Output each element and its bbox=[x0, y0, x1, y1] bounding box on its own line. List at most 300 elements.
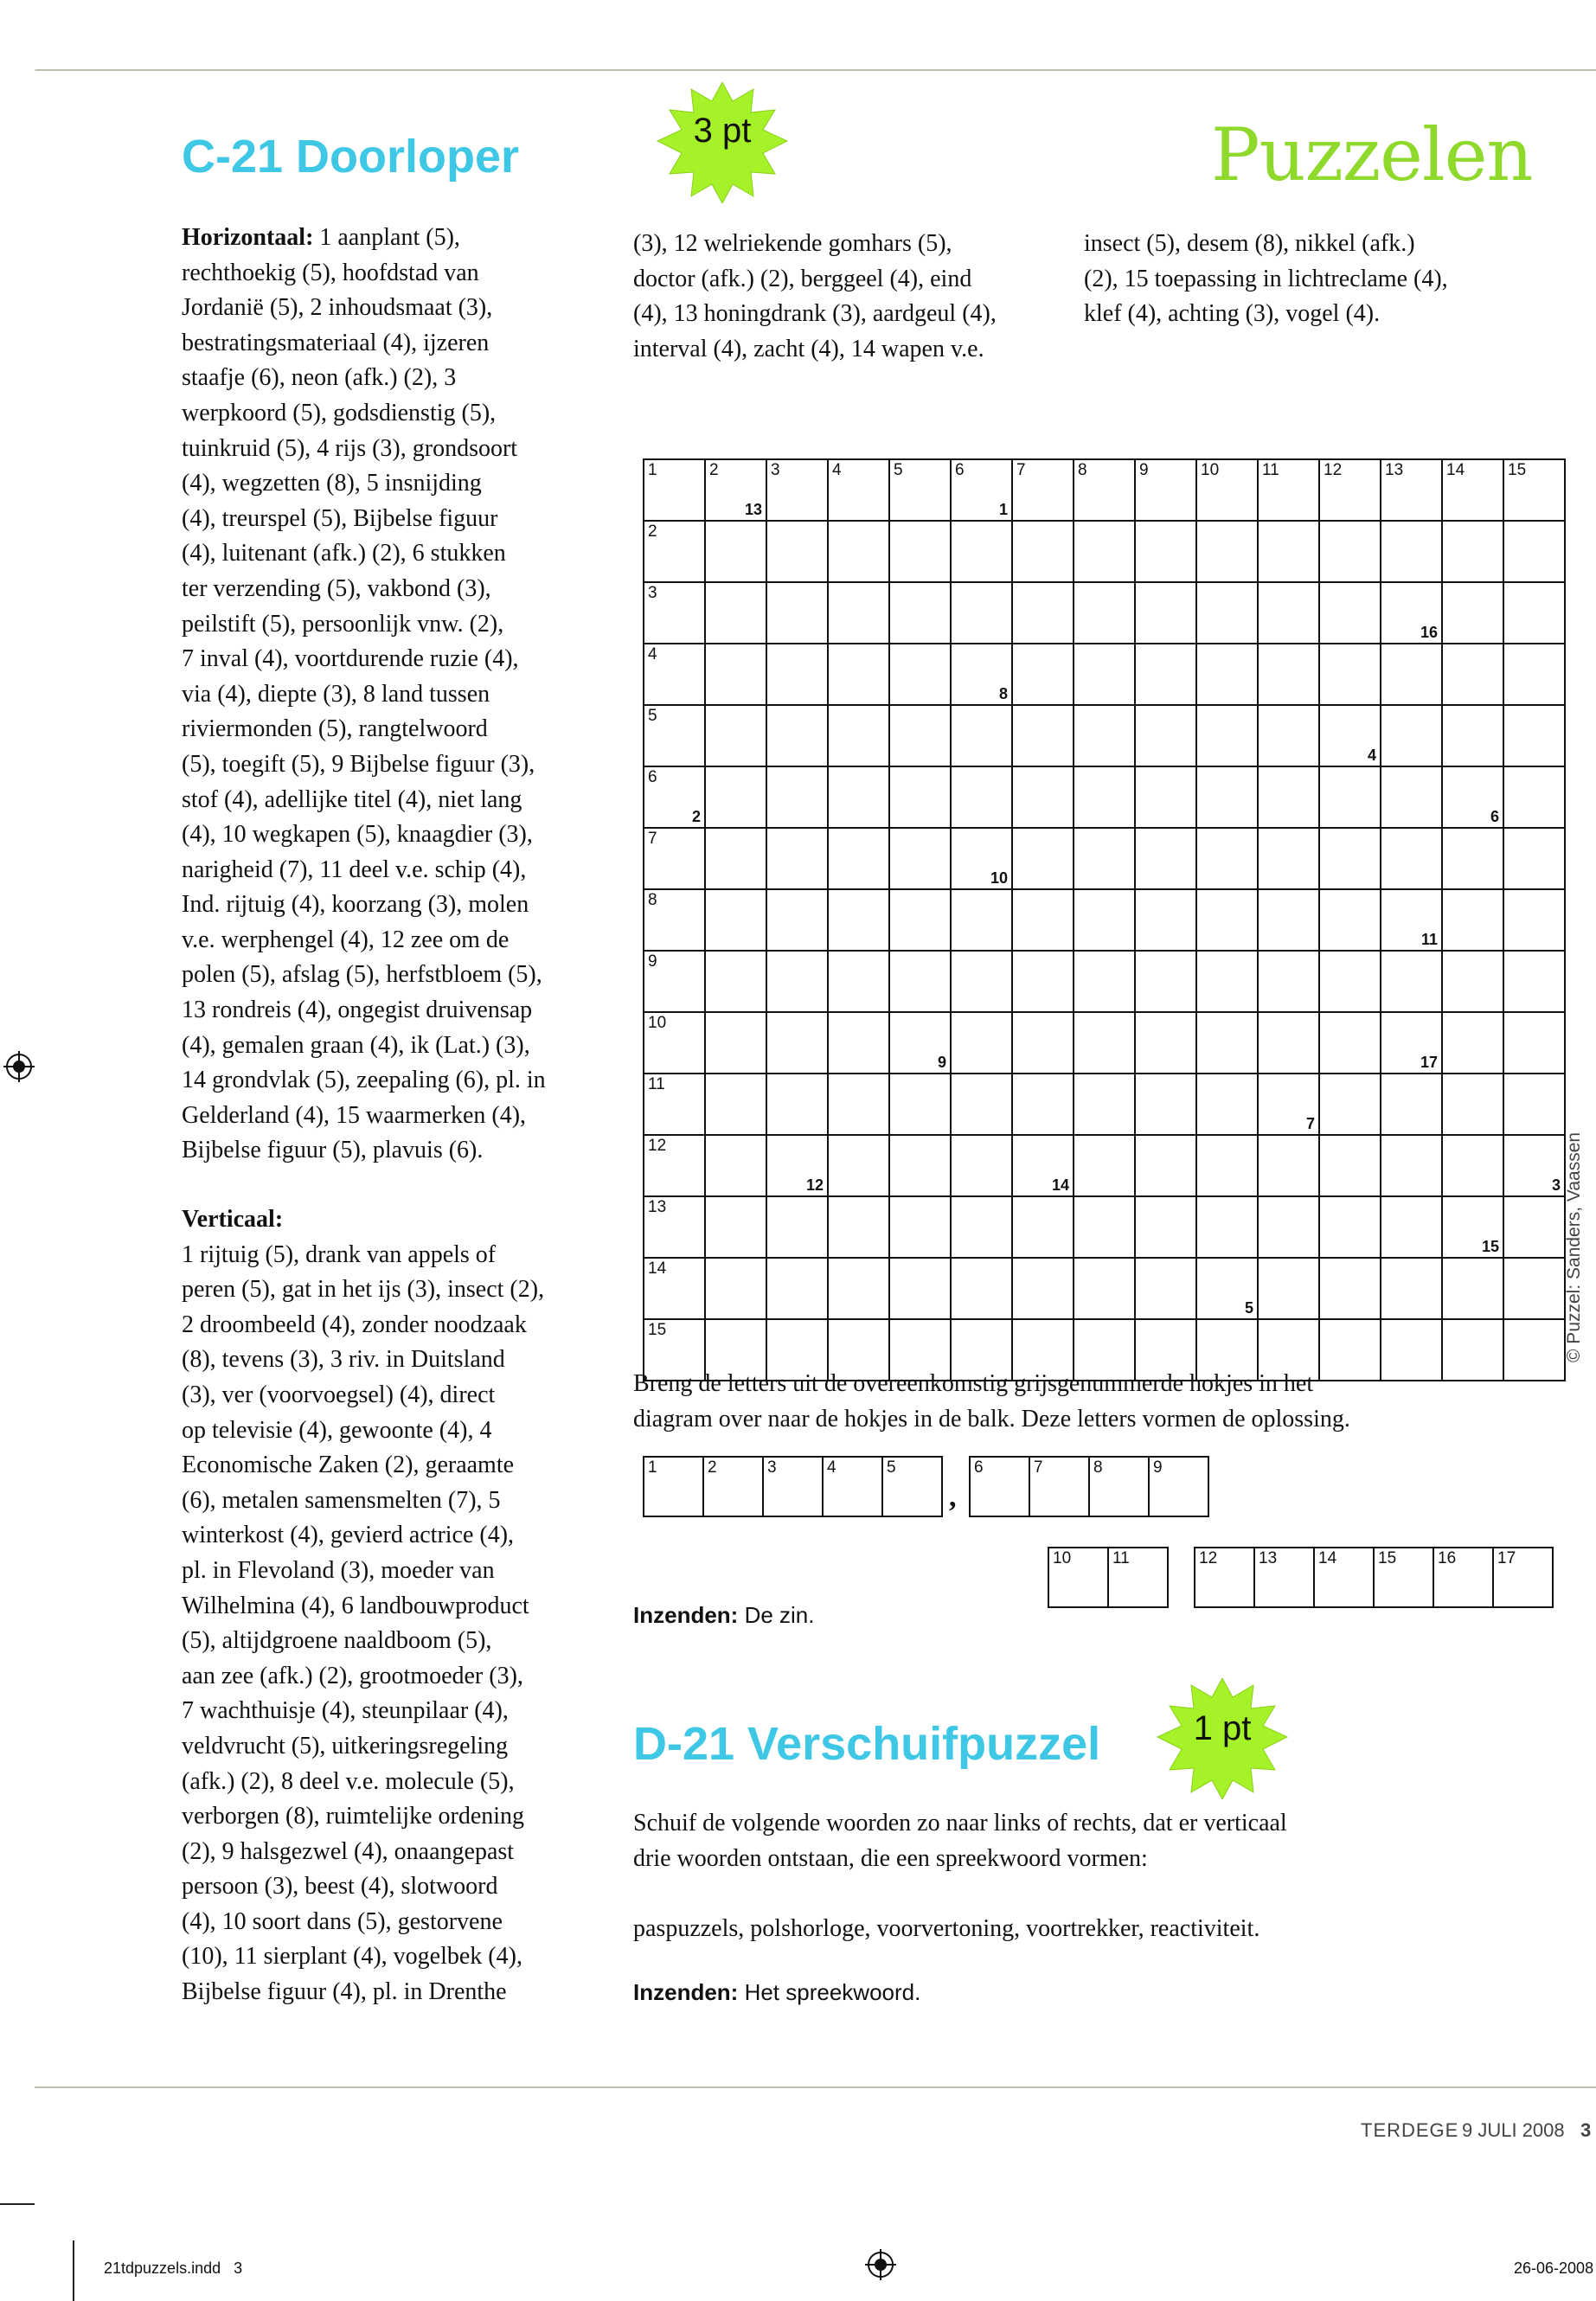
grid-cell[interactable] bbox=[1012, 459, 1074, 521]
grid-cell[interactable] bbox=[1135, 521, 1196, 582]
grid-cell[interactable] bbox=[705, 1258, 766, 1319]
grid-cell[interactable] bbox=[1258, 459, 1319, 521]
clue-line: (8), tevens (3), 3 riv. in Duitsland bbox=[182, 1346, 505, 1374]
submit-label-d: Inzenden: bbox=[633, 1979, 739, 2005]
grid-cell[interactable] bbox=[828, 1012, 889, 1074]
grid-cell[interactable] bbox=[766, 582, 828, 644]
column-number: 5 bbox=[894, 461, 903, 479]
grid-cell[interactable] bbox=[1196, 459, 1258, 521]
grid-cell[interactable] bbox=[1381, 705, 1442, 766]
grid-cell[interactable] bbox=[1442, 828, 1503, 889]
solution-box[interactable] bbox=[1314, 1548, 1374, 1607]
grid-cell[interactable] bbox=[951, 459, 1012, 521]
grid-cell[interactable] bbox=[1074, 521, 1135, 582]
solution-box[interactable] bbox=[970, 1457, 1029, 1516]
grid-cell[interactable] bbox=[1319, 1012, 1381, 1074]
grid-cell[interactable] bbox=[705, 582, 766, 644]
grid-cell[interactable] bbox=[1012, 1196, 1074, 1258]
points-label-d: 1 pt bbox=[1193, 1708, 1252, 1747]
grid-cell[interactable] bbox=[1319, 1258, 1381, 1319]
solution-number: 2 bbox=[691, 808, 701, 825]
grid-cell[interactable] bbox=[705, 1012, 766, 1074]
column-number: 12 bbox=[1324, 461, 1343, 479]
grid-cell[interactable] bbox=[951, 889, 1012, 951]
grid-cell[interactable] bbox=[828, 521, 889, 582]
footer-print-date: 26-06-2008 bbox=[1514, 2259, 1594, 2277]
solution-number: 6 bbox=[1490, 808, 1499, 825]
grid-cell[interactable] bbox=[1258, 1258, 1319, 1319]
grid-cell[interactable] bbox=[1196, 1135, 1258, 1196]
grid-cell[interactable] bbox=[1135, 582, 1196, 644]
clue-line: Ind. rijtuig (4), koorzang (3), molen bbox=[182, 891, 529, 919]
solution-box[interactable] bbox=[763, 1457, 823, 1516]
grid-cell[interactable] bbox=[1319, 459, 1381, 521]
grid-cell[interactable] bbox=[1503, 521, 1565, 582]
grid-cell[interactable] bbox=[1012, 1135, 1074, 1196]
grid-cell[interactable] bbox=[1012, 1258, 1074, 1319]
top-rule bbox=[35, 69, 1596, 71]
grid-cell[interactable] bbox=[1135, 951, 1196, 1012]
grid-cell[interactable] bbox=[1319, 766, 1381, 828]
grid-cell[interactable] bbox=[1442, 766, 1503, 828]
crossword-grid bbox=[643, 458, 1566, 1381]
grid-cell[interactable] bbox=[644, 828, 705, 889]
solution-box-number: 8 bbox=[1093, 1458, 1103, 1477]
clue-line: 1 rijtuig (5), drank van appels of bbox=[182, 1240, 497, 1268]
solution-box[interactable] bbox=[703, 1457, 763, 1516]
grid-cell[interactable] bbox=[644, 766, 705, 828]
grid-cell[interactable] bbox=[951, 1258, 1012, 1319]
grid-cell[interactable] bbox=[951, 582, 1012, 644]
solution-box[interactable] bbox=[1029, 1457, 1089, 1516]
grid-cell[interactable] bbox=[951, 1196, 1012, 1258]
grid-cell[interactable] bbox=[889, 644, 951, 705]
grid-cell[interactable] bbox=[1319, 1135, 1381, 1196]
grid-cell[interactable] bbox=[644, 1258, 705, 1319]
solution-box-number: 6 bbox=[974, 1458, 984, 1477]
grid-cell[interactable] bbox=[1074, 1196, 1135, 1258]
column-number: 9 bbox=[1139, 461, 1149, 479]
clue-line: staafje (6), neon (afk.) (2), 3 bbox=[182, 364, 457, 392]
vertical-label: Verticaal: bbox=[182, 1206, 284, 1233]
grid-cell[interactable] bbox=[951, 951, 1012, 1012]
clue-line: via (4), diepte (3), 8 land tussen bbox=[182, 680, 490, 708]
grid-cell[interactable] bbox=[1258, 644, 1319, 705]
grid-cell[interactable] bbox=[705, 644, 766, 705]
grid-cell[interactable] bbox=[1196, 582, 1258, 644]
solution-box[interactable] bbox=[1433, 1548, 1493, 1607]
grid-cell[interactable] bbox=[1258, 1196, 1319, 1258]
grid-cell[interactable] bbox=[1012, 521, 1074, 582]
clue-line: (4), treurspel (5), Bijbelse figuur bbox=[182, 504, 498, 532]
grid-cell[interactable] bbox=[889, 1135, 951, 1196]
grid-cell[interactable] bbox=[1381, 644, 1442, 705]
grid-cell[interactable] bbox=[951, 1074, 1012, 1135]
grid-cell[interactable] bbox=[889, 951, 951, 1012]
grid-cell[interactable] bbox=[766, 889, 828, 951]
grid-cell[interactable] bbox=[1319, 521, 1381, 582]
solution-box[interactable] bbox=[882, 1457, 942, 1516]
solution-number: 14 bbox=[1051, 1176, 1069, 1194]
points-badge-c bbox=[649, 82, 796, 203]
grid-cell[interactable] bbox=[1258, 1012, 1319, 1074]
clue-line: stof (4), adellijke titel (4), niet lang bbox=[182, 785, 522, 813]
grid-cell[interactable] bbox=[1503, 951, 1565, 1012]
grid-cell[interactable] bbox=[1135, 1196, 1196, 1258]
clue-line: tuinkruid (5), 4 rijs (3), grondsoort bbox=[182, 434, 518, 462]
grid-cell[interactable] bbox=[1012, 766, 1074, 828]
grid-cell[interactable] bbox=[705, 705, 766, 766]
grid-cell[interactable] bbox=[951, 828, 1012, 889]
clues-continued-right bbox=[1084, 227, 1568, 332]
grid-cell[interactable] bbox=[644, 582, 705, 644]
grid-cell[interactable] bbox=[828, 582, 889, 644]
grid-cell[interactable] bbox=[1135, 1135, 1196, 1196]
grid-cell[interactable] bbox=[1503, 766, 1565, 828]
grid-cell[interactable] bbox=[1196, 766, 1258, 828]
grid-cell[interactable] bbox=[1381, 828, 1442, 889]
shift-words: paspuzzels, polshorloge, voorvertoning, voortrekker, reactiviteit. bbox=[633, 1915, 1260, 1942]
grid-cell[interactable] bbox=[1074, 582, 1135, 644]
grid-cell[interactable] bbox=[1074, 889, 1135, 951]
grid-cell[interactable] bbox=[766, 459, 828, 521]
grid-cell[interactable] bbox=[1196, 644, 1258, 705]
submit-value-d: Het spreekwoord. bbox=[738, 1979, 921, 2005]
grid-cell[interactable] bbox=[1258, 889, 1319, 951]
grid-cell[interactable] bbox=[1012, 644, 1074, 705]
grid-cell[interactable] bbox=[644, 705, 705, 766]
clue-line: werpkoord (5), godsdienstig (5), bbox=[182, 399, 497, 426]
grid-cell[interactable] bbox=[951, 644, 1012, 705]
grid-cell[interactable] bbox=[1135, 766, 1196, 828]
grid-cell[interactable] bbox=[644, 459, 705, 521]
grid-cell[interactable] bbox=[766, 1074, 828, 1135]
clue-line: (4), wegzetten (8), 5 insnijding bbox=[182, 470, 482, 497]
grid-cell[interactable] bbox=[1319, 1196, 1381, 1258]
grid-cell[interactable] bbox=[644, 644, 705, 705]
grid-cell[interactable] bbox=[644, 889, 705, 951]
footer-date: 9 JULI 2008 bbox=[1462, 2119, 1565, 2141]
grid-cell[interactable] bbox=[1442, 1074, 1503, 1135]
grid-cell[interactable] bbox=[889, 459, 951, 521]
clue-line: verborgen (8), ruimtelijke ordening bbox=[182, 1803, 525, 1830]
solution-box[interactable] bbox=[1108, 1548, 1168, 1607]
grid-cell[interactable] bbox=[1012, 889, 1074, 951]
grid-cell[interactable] bbox=[705, 521, 766, 582]
solution-box-number: 5 bbox=[887, 1458, 896, 1477]
grid-cell[interactable] bbox=[1442, 521, 1503, 582]
grid-cell[interactable] bbox=[1012, 582, 1074, 644]
clue-line: ter verzending (5), vakbond (3), bbox=[182, 574, 491, 602]
grid-cell[interactable] bbox=[828, 1074, 889, 1135]
grid-cell[interactable] bbox=[1074, 1012, 1135, 1074]
grid-cell[interactable] bbox=[1012, 828, 1074, 889]
grid-cell[interactable] bbox=[766, 766, 828, 828]
grid-cell[interactable] bbox=[951, 521, 1012, 582]
grid-cell[interactable] bbox=[1196, 1012, 1258, 1074]
grid-cell[interactable] bbox=[1196, 951, 1258, 1012]
grid-cell[interactable] bbox=[644, 951, 705, 1012]
grid-cell[interactable] bbox=[1503, 459, 1565, 521]
grid-cell[interactable] bbox=[889, 705, 951, 766]
grid-cell[interactable] bbox=[1381, 889, 1442, 951]
row-number: 6 bbox=[648, 768, 657, 786]
solution-box[interactable] bbox=[1254, 1548, 1314, 1607]
grid-cell[interactable] bbox=[705, 828, 766, 889]
solution-box[interactable] bbox=[1374, 1548, 1433, 1607]
grid-cell[interactable] bbox=[1442, 1012, 1503, 1074]
grid-cell[interactable] bbox=[1442, 459, 1503, 521]
submit-label-c: Inzenden: bbox=[633, 1602, 739, 1628]
solution-box[interactable] bbox=[1089, 1457, 1149, 1516]
grid-cell[interactable] bbox=[1258, 1074, 1319, 1135]
horizontal-clues bbox=[182, 221, 614, 1169]
grid-cell[interactable] bbox=[1381, 1012, 1442, 1074]
grid-cell[interactable] bbox=[1258, 766, 1319, 828]
grid-cell[interactable] bbox=[1074, 828, 1135, 889]
grid-cell[interactable] bbox=[828, 766, 889, 828]
grid-cell[interactable] bbox=[828, 705, 889, 766]
grid-cell[interactable] bbox=[705, 1135, 766, 1196]
grid-cell[interactable] bbox=[828, 1258, 889, 1319]
grid-cell[interactable] bbox=[1319, 951, 1381, 1012]
grid-cell[interactable] bbox=[1319, 828, 1381, 889]
clue-line: (3), 12 welriekende gomhars (5), bbox=[633, 230, 952, 257]
solution-number: 7 bbox=[1305, 1115, 1315, 1132]
grid-cell[interactable] bbox=[1503, 1074, 1565, 1135]
grid-cell[interactable] bbox=[1258, 705, 1319, 766]
instruction-line: drie woorden ontstaan, die een spreekwoord vormen: bbox=[633, 1844, 1148, 1872]
solution-box[interactable] bbox=[1048, 1548, 1108, 1607]
grid-cell[interactable] bbox=[1381, 951, 1442, 1012]
row-number: 14 bbox=[648, 1259, 667, 1278]
grid-cell[interactable] bbox=[1074, 1258, 1135, 1319]
grid-cell[interactable] bbox=[1258, 951, 1319, 1012]
solution-number: 4 bbox=[1367, 747, 1376, 764]
grid-cell[interactable] bbox=[766, 1012, 828, 1074]
grid-cell[interactable] bbox=[1135, 1012, 1196, 1074]
grid-cell[interactable] bbox=[705, 1196, 766, 1258]
grid-cell[interactable] bbox=[644, 1012, 705, 1074]
grid-cell[interactable] bbox=[766, 1196, 828, 1258]
grid-cell[interactable] bbox=[1319, 1074, 1381, 1135]
grid-cell[interactable] bbox=[828, 1135, 889, 1196]
grid-cell[interactable] bbox=[889, 828, 951, 889]
grid-cell[interactable] bbox=[1012, 705, 1074, 766]
grid-cell[interactable] bbox=[1503, 1196, 1565, 1258]
grid-cell[interactable] bbox=[1319, 644, 1381, 705]
grid-cell[interactable] bbox=[828, 951, 889, 1012]
grid-cell[interactable] bbox=[1381, 1135, 1442, 1196]
grid-cell[interactable] bbox=[889, 889, 951, 951]
grid-cell[interactable] bbox=[1196, 828, 1258, 889]
grid-cell[interactable] bbox=[1196, 1258, 1258, 1319]
grid-cell[interactable] bbox=[889, 766, 951, 828]
grid-cell[interactable] bbox=[1135, 459, 1196, 521]
grid-cell[interactable] bbox=[1381, 582, 1442, 644]
grid-cell[interactable] bbox=[1012, 1012, 1074, 1074]
clue-line: persoon (3), beest (4), slotwoord bbox=[182, 1873, 498, 1900]
solution-bar-group-4 bbox=[1194, 1547, 1554, 1608]
grid-cell[interactable] bbox=[1319, 705, 1381, 766]
grid-cell[interactable] bbox=[1074, 766, 1135, 828]
grid-cell[interactable] bbox=[1074, 1135, 1135, 1196]
grid-cell[interactable] bbox=[705, 951, 766, 1012]
puzzle-c-title: C-21 Doorloper bbox=[182, 131, 520, 183]
clue-line: riviermonden (5), rangtelwoord bbox=[182, 715, 488, 743]
grid-cell[interactable] bbox=[1135, 828, 1196, 889]
grid-cell[interactable] bbox=[1012, 951, 1074, 1012]
grid-cell[interactable] bbox=[1196, 705, 1258, 766]
grid-cell[interactable] bbox=[1381, 1196, 1442, 1258]
grid-cell[interactable] bbox=[889, 1258, 951, 1319]
grid-cell[interactable] bbox=[951, 766, 1012, 828]
row-number: 13 bbox=[648, 1198, 667, 1216]
grid-cell[interactable] bbox=[705, 766, 766, 828]
grid-cell[interactable] bbox=[705, 889, 766, 951]
grid-cell[interactable] bbox=[1503, 828, 1565, 889]
grid-cell[interactable] bbox=[889, 582, 951, 644]
grid-cell[interactable] bbox=[1258, 1135, 1319, 1196]
solution-number: 5 bbox=[1244, 1299, 1253, 1317]
grid-cell[interactable] bbox=[1012, 1074, 1074, 1135]
grid-cell[interactable] bbox=[1135, 889, 1196, 951]
solution-box-number: 13 bbox=[1259, 1549, 1278, 1567]
grid-cell[interactable] bbox=[1503, 1258, 1565, 1319]
solution-box[interactable] bbox=[1493, 1548, 1553, 1607]
bottom-rule bbox=[35, 2086, 1596, 2088]
crop-mark bbox=[73, 2240, 74, 2301]
grid-cell[interactable] bbox=[766, 1258, 828, 1319]
grid-cell[interactable] bbox=[1135, 1258, 1196, 1319]
row-number: 3 bbox=[648, 584, 657, 602]
solution-box-number: 4 bbox=[827, 1458, 836, 1477]
grid-cell[interactable] bbox=[1135, 1074, 1196, 1135]
grid-cell[interactable] bbox=[644, 521, 705, 582]
grid-cell[interactable] bbox=[1503, 1012, 1565, 1074]
points-label-c: 3 pt bbox=[693, 111, 752, 150]
clue-line: Economische Zaken (2), geraamte bbox=[182, 1452, 515, 1479]
grid-cell[interactable] bbox=[1258, 828, 1319, 889]
grid-cell[interactable] bbox=[766, 705, 828, 766]
grid-cell[interactable] bbox=[1442, 644, 1503, 705]
solution-number: 16 bbox=[1420, 624, 1438, 641]
grid-cell[interactable] bbox=[828, 644, 889, 705]
grid-cell[interactable] bbox=[1196, 1196, 1258, 1258]
grid-cell[interactable] bbox=[766, 951, 828, 1012]
grid-cell[interactable] bbox=[951, 1012, 1012, 1074]
row-number: 9 bbox=[648, 952, 657, 971]
clue-line: Bijbelse figuur (4), pl. in Drenthe bbox=[182, 1978, 507, 2006]
solution-bar-group-2 bbox=[969, 1456, 1209, 1517]
puzzle-d-instruction bbox=[633, 1806, 1550, 1876]
grid-cell[interactable] bbox=[828, 459, 889, 521]
grid-cell[interactable] bbox=[1196, 1074, 1258, 1135]
grid-cell[interactable] bbox=[889, 1012, 951, 1074]
grid-cell[interactable] bbox=[766, 1135, 828, 1196]
grid-cell[interactable] bbox=[951, 1135, 1012, 1196]
row-number: 2 bbox=[648, 522, 657, 541]
solution-box[interactable] bbox=[1195, 1548, 1254, 1607]
grid-cell[interactable] bbox=[1381, 1074, 1442, 1135]
grid-cell[interactable] bbox=[766, 828, 828, 889]
grid-cell[interactable] bbox=[1503, 644, 1565, 705]
grid-cell[interactable] bbox=[1442, 1258, 1503, 1319]
grid-cell[interactable] bbox=[1196, 889, 1258, 951]
grid-cell[interactable] bbox=[705, 459, 766, 521]
grid-cell[interactable] bbox=[1258, 521, 1319, 582]
grid-cell[interactable] bbox=[1135, 705, 1196, 766]
clue-line: Wilhelmina (4), 6 landbouwproduct bbox=[182, 1592, 529, 1619]
grid-cell[interactable] bbox=[1135, 644, 1196, 705]
solution-box-number: 12 bbox=[1199, 1549, 1218, 1567]
grid-cell[interactable] bbox=[1503, 889, 1565, 951]
solution-box-number: 3 bbox=[767, 1458, 777, 1477]
grid-cell[interactable] bbox=[1074, 459, 1135, 521]
solution-box[interactable] bbox=[644, 1457, 703, 1516]
clue-line: (4), 10 wegkapen (5), knaagdier (3), bbox=[182, 821, 533, 849]
grid-cell[interactable] bbox=[644, 1135, 705, 1196]
grid-cell[interactable] bbox=[1381, 459, 1442, 521]
horizontal-label: Horizontaal: bbox=[182, 224, 314, 251]
grid-cell[interactable] bbox=[1381, 766, 1442, 828]
clue-line: polen (5), afslag (5), herfstbloem (5), bbox=[182, 961, 542, 989]
grid-cell[interactable] bbox=[1074, 644, 1135, 705]
solution-box[interactable] bbox=[1149, 1457, 1208, 1516]
grid-cell[interactable] bbox=[1503, 582, 1565, 644]
grid-cell[interactable] bbox=[889, 1196, 951, 1258]
grid-cell[interactable] bbox=[1442, 705, 1503, 766]
grid-cell[interactable] bbox=[1503, 705, 1565, 766]
grid-cell[interactable] bbox=[766, 644, 828, 705]
grid-cell[interactable] bbox=[766, 521, 828, 582]
grid-cell[interactable] bbox=[705, 1074, 766, 1135]
grid-cell[interactable] bbox=[951, 705, 1012, 766]
grid-cell[interactable] bbox=[1442, 889, 1503, 951]
grid-cell[interactable] bbox=[1319, 582, 1381, 644]
grid-cell[interactable] bbox=[1442, 1196, 1503, 1258]
grid-cell[interactable] bbox=[1074, 705, 1135, 766]
grid-cell[interactable] bbox=[828, 828, 889, 889]
grid-cell[interactable] bbox=[1319, 889, 1381, 951]
grid-cell[interactable] bbox=[1381, 521, 1442, 582]
footer-page: 3 bbox=[1580, 2119, 1592, 2141]
grid-cell[interactable] bbox=[828, 1196, 889, 1258]
solution-number: 8 bbox=[998, 685, 1008, 702]
grid-cell[interactable] bbox=[1442, 1135, 1503, 1196]
grid-cell[interactable] bbox=[889, 1074, 951, 1135]
clue-line: (4), 13 honingdrank (3), aardgeul (4), bbox=[633, 300, 997, 328]
grid-cell[interactable] bbox=[1074, 951, 1135, 1012]
grid-cell[interactable] bbox=[889, 521, 951, 582]
points-badge-d bbox=[1149, 1678, 1296, 1799]
grid-cell[interactable] bbox=[1074, 1074, 1135, 1135]
grid-cell[interactable] bbox=[828, 889, 889, 951]
solution-box[interactable] bbox=[823, 1457, 882, 1516]
grid-cell[interactable] bbox=[644, 1074, 705, 1135]
column-number: 10 bbox=[1201, 461, 1220, 479]
clue-line: v.e. werphengel (4), 12 zee om de bbox=[182, 926, 510, 953]
grid-cell[interactable] bbox=[1381, 1258, 1442, 1319]
grid-cell[interactable] bbox=[1196, 521, 1258, 582]
grid-cell[interactable] bbox=[1442, 582, 1503, 644]
crop-mark bbox=[0, 2203, 35, 2205]
grid-cell[interactable] bbox=[1503, 1135, 1565, 1196]
solution-box-number: 16 bbox=[1438, 1549, 1457, 1567]
grid-cell[interactable] bbox=[1442, 951, 1503, 1012]
grid-cell[interactable] bbox=[1258, 582, 1319, 644]
grid-cell[interactable] bbox=[644, 1196, 705, 1258]
